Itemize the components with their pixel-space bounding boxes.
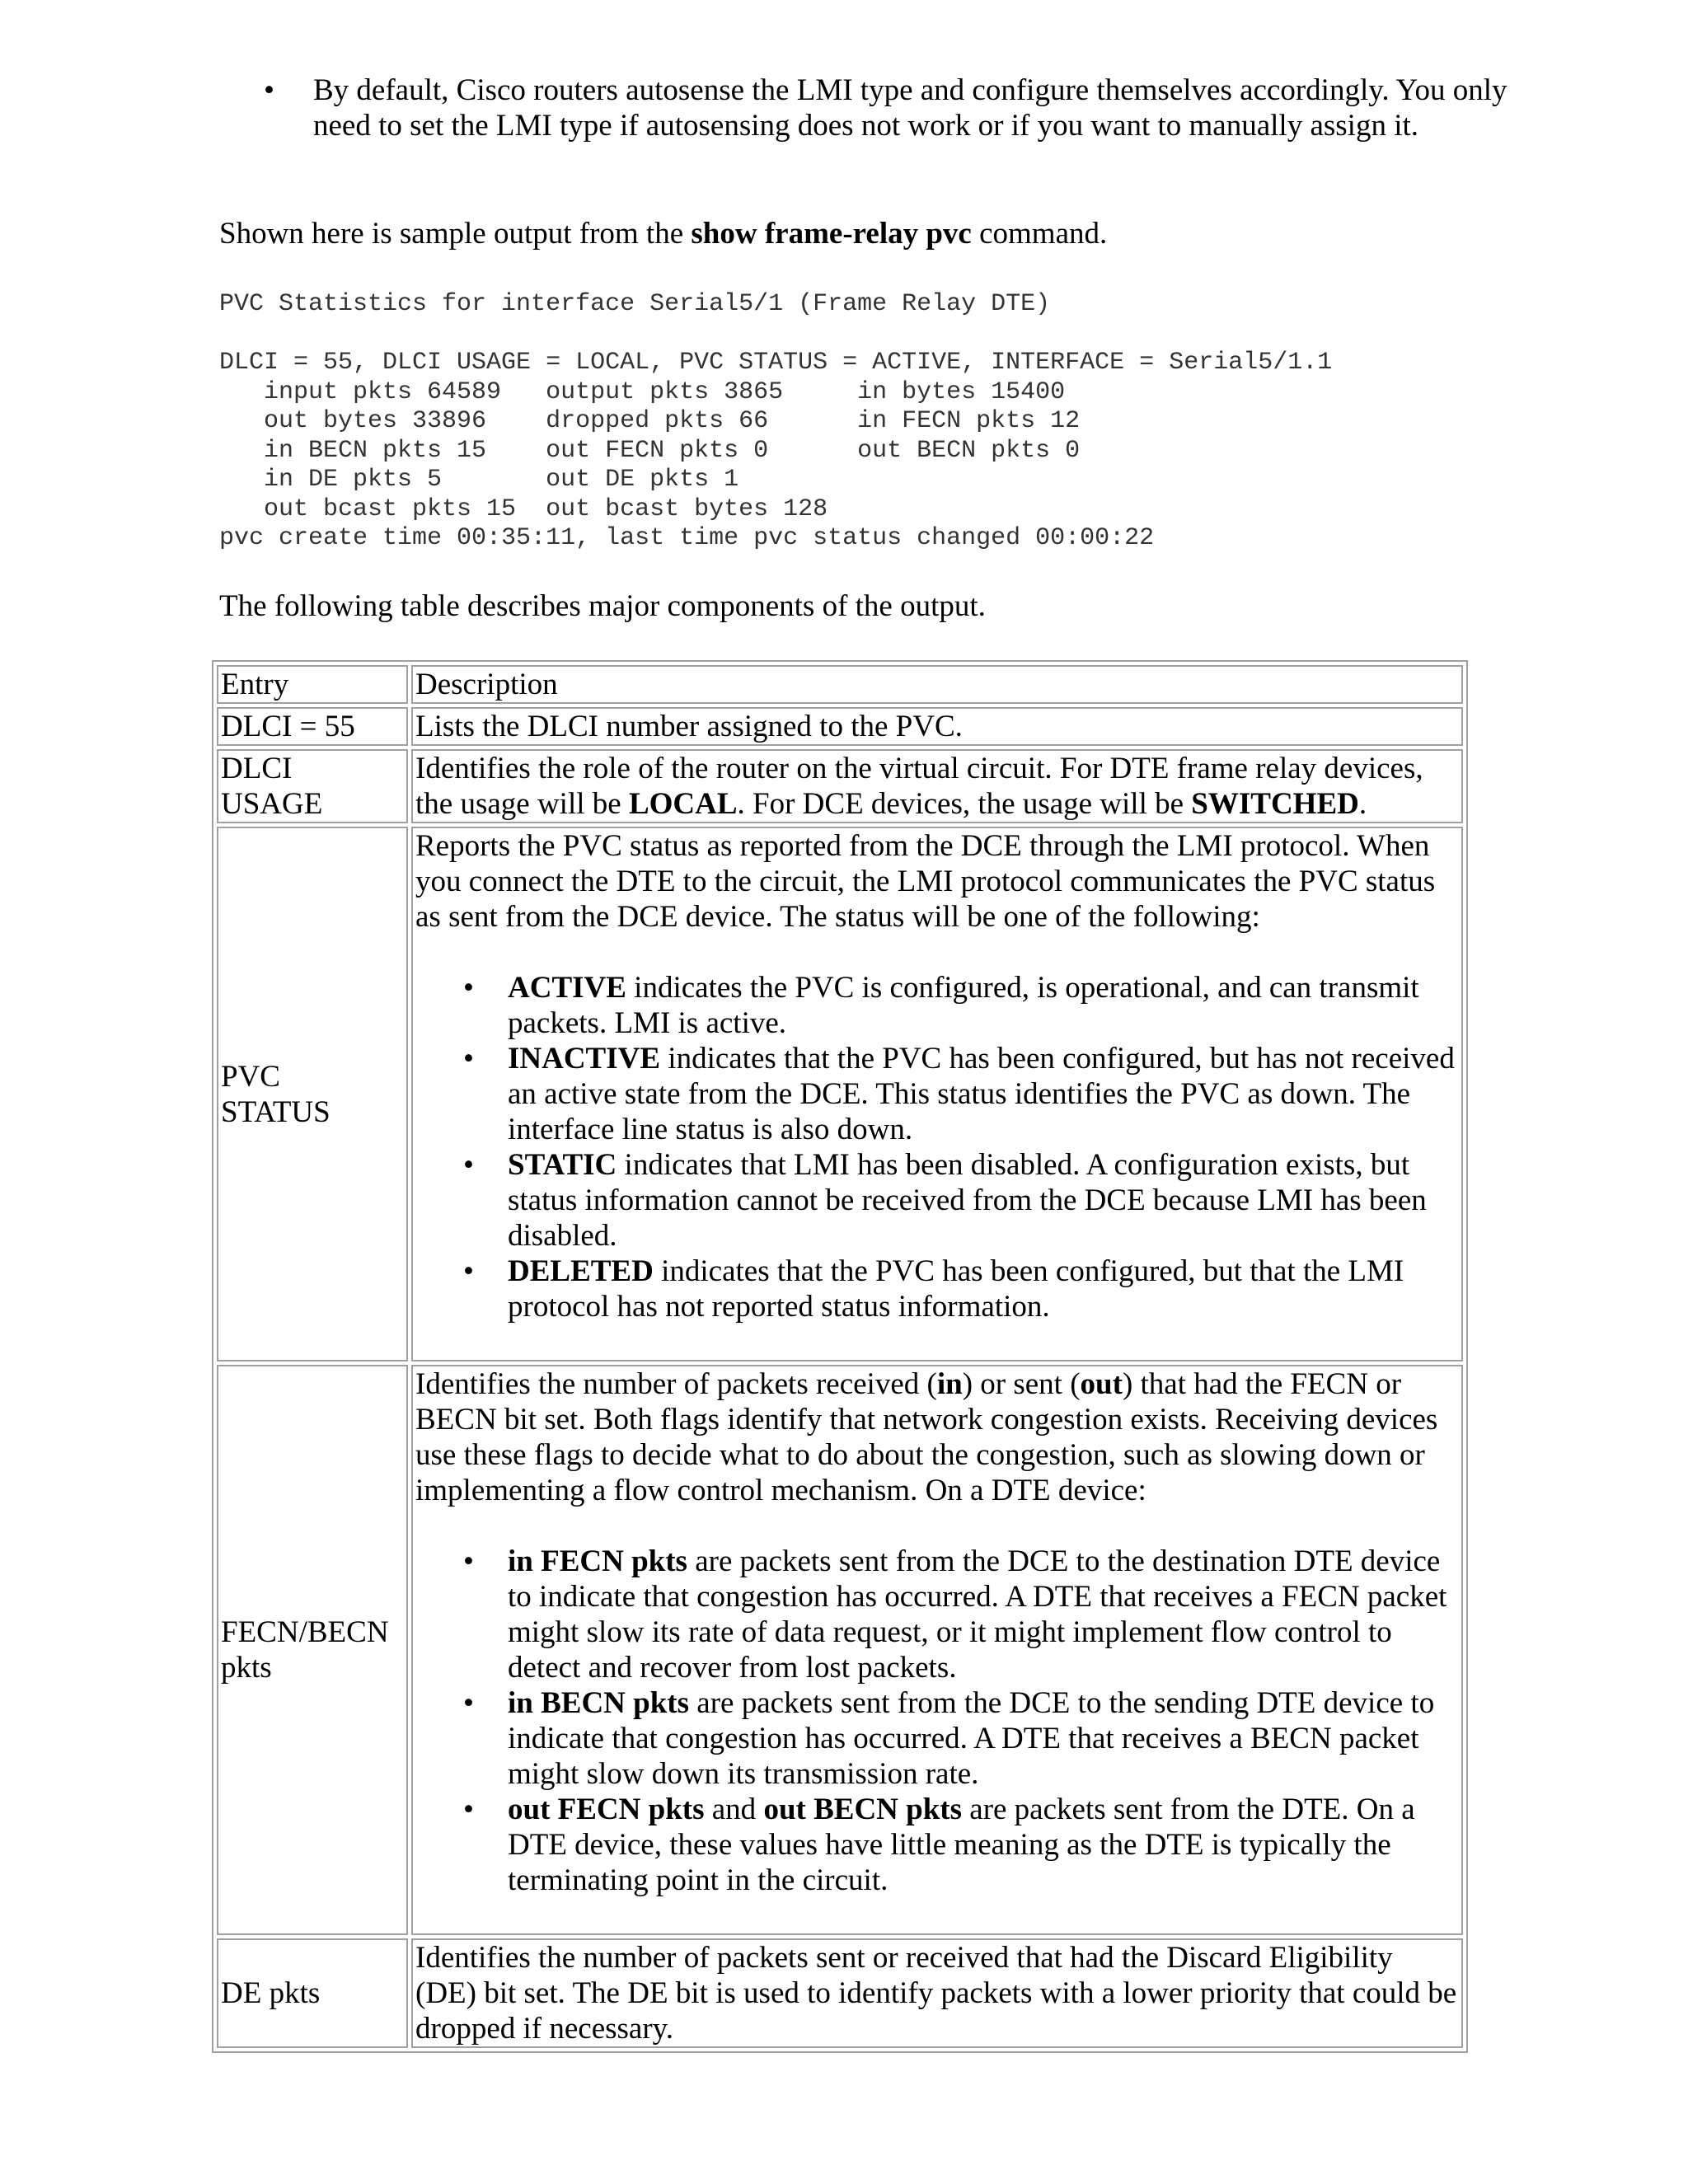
bullet-icon: • <box>463 1686 474 1720</box>
description-cell: Lists the DLCI number assigned to the PVC. <box>411 707 1463 746</box>
status-keyword: DELETED <box>508 1254 654 1288</box>
list-item-text: indicates that the PVC has been configured, but has not received an active state from the DCE. This status identifies the PVC as down. The interface line status is also down. <box>508 1042 1455 1146</box>
description-cell <box>411 827 1463 1361</box>
description-text: Identifies the role of the router on the virtual circuit. For DTE frame relay devices, the usage will be <box>415 752 1423 821</box>
status-keyword: STATIC <box>508 1148 617 1182</box>
intro-bullet-text: By default, Cisco routers autosense the LMI type and configure themselves accordingly. You only need to set the LMI type if autosensing does not work or if you want to manually assign it. <box>313 73 1507 143</box>
description-text: Identifies the number of packets received ( <box>415 1367 937 1401</box>
description-cell <box>411 1365 1463 1935</box>
counter-keyword: out BECN pkts <box>763 1793 963 1826</box>
list-item-text: indicates that LMI has been disabled. A configuration exists, but status information cannot be received from the DCE because LMI has been disabled. <box>508 1148 1427 1253</box>
table-row <box>217 749 1463 823</box>
output-line: pvc create time 00:35:11, last time pvc status changed 00:00:22 <box>219 524 1155 552</box>
command-name: show frame-relay pvc <box>691 217 972 251</box>
table-row <box>217 827 1463 1361</box>
list-item-text: indicates that the PVC has been configured, but that the LMI protocol has not reported status information. <box>508 1254 1404 1324</box>
list-item <box>463 1041 1459 1147</box>
table-header-row <box>217 665 1463 704</box>
list-item-text: and <box>704 1793 764 1826</box>
list-item <box>463 970 1459 1041</box>
status-keyword: INACTIVE <box>508 1042 661 1076</box>
command-intro-after: command. <box>971 217 1108 251</box>
entry-text: USAGE <box>221 787 323 821</box>
description-text: ) or sent ( <box>962 1367 1081 1401</box>
table-row <box>217 707 1463 746</box>
table-row <box>217 1938 1463 2048</box>
list-item-text: indicates the PVC is configured, is operational, and can transmit packets. LMI is active. <box>508 971 1419 1040</box>
intro-bullet-list <box>239 73 1550 143</box>
keyword-switched: SWITCHED <box>1191 787 1359 821</box>
status-keyword: ACTIVE <box>508 971 626 1005</box>
bullet-icon: • <box>463 1148 474 1182</box>
bullet-icon: • <box>463 1544 474 1578</box>
list-item <box>463 1544 1459 1685</box>
keyword-local: LOCAL <box>628 787 738 821</box>
output-line: input pkts 64589 output pkts 3865 in bytes 15400 <box>219 377 1066 406</box>
output-line: in BECN pkts 15 out FECN pkts 0 out BECN pkts 0 <box>219 436 1081 465</box>
description-text: . For DCE devices, the usage will be <box>737 787 1192 821</box>
command-output <box>219 290 1332 554</box>
keyword-in: in <box>936 1367 963 1401</box>
command-intro-before: Shown here is sample output from the <box>219 217 692 251</box>
bullet-icon: • <box>463 1793 474 1826</box>
bullet-icon: • <box>463 971 474 1005</box>
keyword-out: out <box>1080 1367 1123 1401</box>
description-text: . <box>1358 787 1367 821</box>
list-item-text: are packets sent from the DCE to the sending DTE device to indicate that congestion has occurred. A DTE that receives a BECN packet might slow down its transmission rate. <box>508 1686 1435 1791</box>
status-list <box>415 970 1459 1324</box>
output-line: DLCI = 55, DLCI USAGE = LOCAL, PVC STATUS = ACTIVE, INTERFACE = Serial5/1.1 <box>219 349 1333 377</box>
counter-keyword: in FECN pkts <box>508 1544 687 1578</box>
table-row <box>217 1365 1463 1935</box>
header-description-cell: Description <box>411 665 1463 704</box>
entry-text: STATUS <box>221 1094 331 1129</box>
output-line: PVC Statistics for interface Serial5/1 (Frame Relay DTE) <box>219 290 1051 318</box>
bullet-icon: • <box>264 73 274 107</box>
table-intro-paragraph: The following table describes major components of the output. <box>219 589 986 623</box>
entry-text: pkts <box>221 1651 272 1685</box>
entry-cell <box>217 1365 408 1935</box>
entry-text: PVC <box>221 1059 280 1094</box>
description-text: Reports the PVC status as reported from the DCE through the LMI protocol. When you connect the DTE to the circuit, the LMI protocol communicates the PVC status as sent from the DCE device. The status will be one of the following: <box>415 829 1436 934</box>
counter-keyword: out FECN pkts <box>508 1793 705 1826</box>
command-intro-paragraph <box>219 216 1107 251</box>
description-cell: Identifies the number of packets sent or received that had the Discard Eligibility (DE) bit set. The DE bit is used to identify packets with a lower priority that could be dropped if necessary. <box>411 1938 1463 2048</box>
description-text: ) that had the FECN or BECN bit set. Both flags identify that network congestion exists. Receiving devices use these flags to decide what to do about the congestion, such as slowing down or implementing a flow control mechanism. On a DTE device: <box>415 1367 1438 1507</box>
list-item <box>463 1254 1459 1324</box>
list-item <box>463 1792 1459 1898</box>
output-line: in DE pkts 5 out DE pkts 1 <box>219 466 739 494</box>
description-text <box>415 1366 1459 1508</box>
entry-cell: DE pkts <box>217 1938 408 2048</box>
entry-text: FECN/BECN <box>221 1615 389 1649</box>
entry-cell: DLCI = 55 <box>217 707 408 746</box>
output-line: out bcast pkts 15 out bcast bytes 128 <box>219 494 828 523</box>
entry-cell <box>217 749 408 823</box>
list-item-text: are packets sent from the DTE. On a DTE device, these values have little meaning as the DTE is typically the terminating point in the circuit. <box>508 1793 1415 1897</box>
description-cell <box>411 749 1463 823</box>
entry-cell <box>217 827 408 1361</box>
list-item <box>463 1685 1459 1792</box>
output-description-table <box>212 660 1468 2053</box>
counter-keyword: in BECN pkts <box>508 1686 690 1720</box>
list-item <box>463 1147 1459 1254</box>
output-line: out bytes 33896 dropped pkts 66 in FECN pkts 12 <box>219 407 1081 435</box>
entry-text: DLCI <box>221 752 293 785</box>
list-item-text: are packets sent from the DCE to the destination DTE device to indicate that congestion has occurred. A DTE that receives a FECN packet might slow its rate of data request, or it might implement flow control to detect and recover from lost packets. <box>508 1544 1447 1685</box>
bullet-icon: • <box>463 1042 474 1076</box>
fecn-becn-list <box>415 1544 1459 1898</box>
header-entry-cell: Entry <box>217 665 408 704</box>
bullet-icon: • <box>463 1254 474 1288</box>
intro-bullet-item <box>264 73 1550 143</box>
